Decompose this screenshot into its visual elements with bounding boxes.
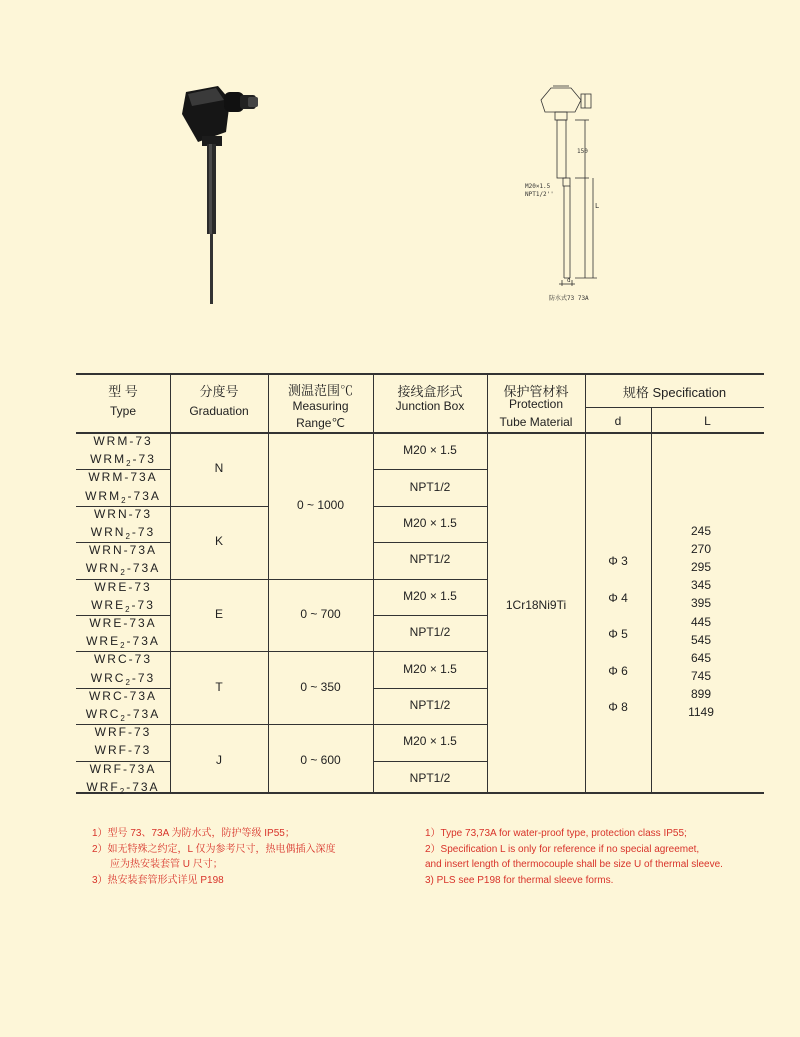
- box-m20: M20 × 1.5: [403, 661, 457, 676]
- box-line: [373, 724, 487, 725]
- box-m20: M20 × 1.5: [403, 516, 457, 530]
- L-value: 745: [690, 668, 712, 683]
- type-cell: WRE-73A: [89, 616, 157, 630]
- thread-label-2: NPT1/2'': [525, 191, 554, 198]
- type-cell: WRC-73A: [88, 688, 157, 703]
- header-type-cn: 型 号: [108, 384, 138, 399]
- header-type-en: Type: [109, 404, 136, 418]
- box-m20: M20 × 1.5: [403, 734, 457, 749]
- note-cn-4: 3）热安装套管形式详见 P198: [92, 874, 224, 886]
- range-cell: 0 ~ 600: [300, 752, 341, 767]
- header-prot-en2: Tube Material: [499, 415, 573, 429]
- note-en-1: 1）Type 73,73A for water-proof type, protection class IP55;: [425, 828, 687, 839]
- type-cell: WRN-73A: [88, 543, 157, 558]
- type-cell: $WRM_2-73$: [90, 452, 156, 469]
- type-cell: $WRF_2-73A$: [86, 779, 160, 796]
- graduation-cell: E: [214, 607, 223, 621]
- box-line: [373, 579, 487, 580]
- type-cell: $WRE_2-73A$: [86, 634, 160, 651]
- type-cell: WRN-73: [93, 506, 152, 521]
- type-cell: $WRM_2-73A$: [85, 488, 161, 505]
- range-cell: 0 ~ 700: [300, 607, 341, 621]
- box-m20: M20 × 1.5: [403, 443, 457, 458]
- thread-label-1: M20×1.5: [525, 183, 551, 190]
- box-npt: NPT1/2: [409, 698, 451, 712]
- box-npt: NPT1/2: [409, 552, 451, 567]
- material-cell: 1Cr18Ni9Ti: [505, 598, 567, 612]
- L-value: 645: [690, 650, 712, 665]
- L-value: 345: [690, 578, 712, 593]
- range-cell: 0 ~ 350: [300, 679, 341, 694]
- dim-d-label: d: [567, 277, 571, 284]
- box-npt: NPT1/2: [409, 770, 451, 785]
- box-line: [373, 542, 487, 543]
- type-cell: WRF-73A: [89, 761, 157, 776]
- box-line: [373, 469, 487, 470]
- L-value: 295: [690, 560, 712, 575]
- L-value: 395: [690, 596, 712, 611]
- note-en-2: 2）Specification L is only for reference if no special agreemet,: [425, 843, 700, 855]
- notes-en: [425, 826, 723, 888]
- L-value: 245: [690, 524, 712, 538]
- header-range-en2: Range℃: [296, 416, 345, 430]
- product-photo: [178, 80, 268, 310]
- note-cn-3: 应为热安装套管 U 尺寸；: [110, 859, 223, 870]
- graduation-cell: T: [215, 679, 223, 694]
- header-grad-en: Graduation: [189, 404, 249, 418]
- type-cell: WRE-73: [94, 579, 152, 594]
- note-cn-2: 2）如无特殊之约定，L 仅为参考尺寸，热电偶插入深度: [92, 843, 336, 855]
- technical-drawing: [515, 78, 625, 308]
- L-value: 1149: [688, 705, 714, 719]
- d-value: Φ 3: [608, 554, 628, 568]
- note-en-3: and insert length of thermocouple shall be size U of thermal sleeve.: [425, 859, 723, 870]
- box-m20: M20 × 1.5: [403, 588, 457, 603]
- L-value: 445: [690, 614, 712, 629]
- box-npt: NPT1/2: [409, 625, 451, 640]
- d-value: Φ 4: [608, 590, 628, 605]
- type-cell: $WRN_2-73$: [90, 525, 156, 541]
- header-prot-en1: Protection: [508, 397, 564, 411]
- graduation-cell: N: [214, 461, 224, 476]
- graduation-cell: K: [214, 534, 223, 549]
- type-cell: $WRE_2-73$: [91, 597, 155, 614]
- drawing-caption: 防水式73 73A: [549, 295, 589, 302]
- header-grad-cn: 分度号: [199, 384, 239, 399]
- box-line: [373, 506, 487, 507]
- header-prot-cn: 保护管材料: [503, 384, 569, 399]
- notes-cn: [92, 826, 336, 888]
- L-value: 899: [690, 686, 712, 701]
- type-cell: WRF-73: [94, 743, 152, 758]
- L-value: 270: [690, 542, 712, 557]
- dim-L-label: L: [595, 202, 600, 210]
- box-npt: NPT1/2: [409, 479, 451, 494]
- range-cell: 0 ~ 1000: [296, 497, 345, 512]
- d-value: Φ 5: [608, 627, 628, 641]
- type-cell: WRM-73A: [88, 470, 158, 485]
- header-L: L: [704, 414, 711, 428]
- type-cell: $WRN_2-73A$: [85, 561, 161, 578]
- d-value: Φ 8: [608, 700, 628, 714]
- box-line: [373, 688, 487, 689]
- box-line: [373, 761, 487, 762]
- type-cell: $WRC_2-73A$: [85, 707, 161, 723]
- dim-150-label: 150: [577, 148, 588, 155]
- header-spec: 规格 Specification: [622, 385, 727, 400]
- header-range-cn: 测温范围℃: [287, 383, 353, 398]
- box-line: [373, 651, 487, 652]
- note-en-4: 3) PLS see P198 for thermal sleeve forms.: [425, 874, 614, 886]
- type-cell: WRF-73: [94, 725, 152, 740]
- header-range-en1: Measuring: [292, 399, 349, 413]
- L-value: 545: [690, 632, 712, 647]
- d-value: Φ 6: [608, 663, 628, 678]
- note-cn-1: 1）型号 73、73A 为防水式，防护等级 IP55；: [92, 828, 295, 839]
- type-cell: WRM-73: [93, 434, 153, 448]
- type-cell: WRC-73: [93, 652, 152, 667]
- graduation-cell: J: [216, 752, 222, 767]
- header-box-en: Junction Box: [395, 399, 465, 413]
- header-box-cn: 接线盒形式: [397, 384, 463, 399]
- type-cell: $WRC_2-73$: [90, 670, 156, 687]
- header-d: d: [614, 414, 622, 428]
- box-line: [373, 615, 487, 616]
